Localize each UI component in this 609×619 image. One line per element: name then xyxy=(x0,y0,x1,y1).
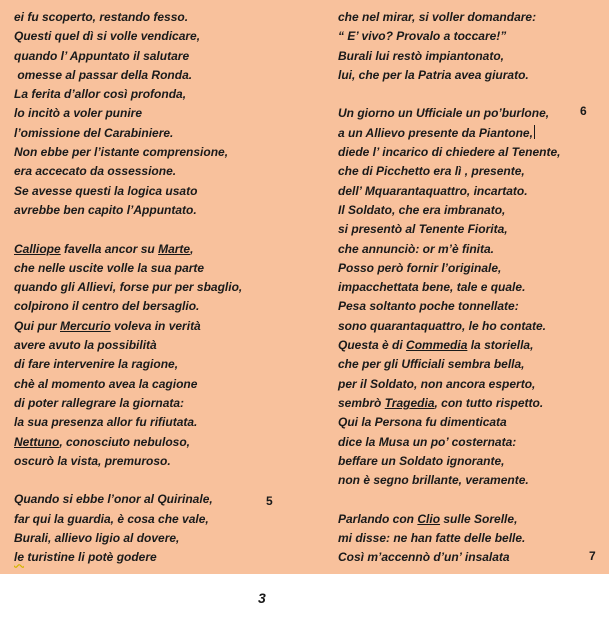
verse-line: La ferita d’allor così profonda, xyxy=(14,87,187,102)
tragedia-word: Tragedia xyxy=(384,395,435,410)
verse-line: Qui la Persona fu dimenticata xyxy=(338,415,507,430)
verse-fragment: Qui pur xyxy=(14,318,60,333)
verse-line: ei fu scoperto, restando fesso. xyxy=(14,10,189,24)
verse-line: oscurò la vista, premuroso. xyxy=(14,453,171,468)
verse-fragment: , con tutto rispetto. xyxy=(434,395,544,410)
verse-line: non è segno brillante, veramente. xyxy=(338,473,529,488)
blank-line xyxy=(338,490,600,509)
stanza-number: 7 xyxy=(589,549,596,563)
verse-line: che per gli Ufficiali sembra bella, xyxy=(338,357,525,372)
verse-line: Un giorno un Ufficiale un po’burlone, xyxy=(338,106,550,121)
verse-line: dell’ Mquarantaquattro, incartato. xyxy=(338,183,528,198)
verse-line: quando l’ Appuntato il salutare xyxy=(14,48,190,63)
verse-line xyxy=(338,394,600,413)
verse-line: beffare un Soldato ignorante, xyxy=(338,453,505,468)
stanza-number: 6 xyxy=(580,104,587,118)
verse-line: colpirono il centro del bersaglio. xyxy=(14,299,200,314)
verse-line: di poter rallegrare la giornata: xyxy=(14,395,185,410)
verse-line: sono quarantaquattro, le ho contate. xyxy=(338,318,547,333)
verse-fragment: voleva in verità xyxy=(110,318,201,333)
verse-line: diede l’ incarico di chiedere al Tenente, xyxy=(338,145,561,160)
verse-line: Questi quel dì si volle vendicare, xyxy=(14,29,201,44)
verse-fragment: la storiella, xyxy=(467,338,534,353)
text-cursor xyxy=(534,125,535,139)
verse-fragment: Parlando con xyxy=(338,511,418,526)
stanza-number: 5 xyxy=(266,494,273,508)
nettuno-word: Nettuno xyxy=(14,434,60,449)
verse-line: l’omissione del Carabiniere. xyxy=(14,125,174,140)
marte-word: Marte xyxy=(158,241,191,256)
verse-line: di fare intervenire la ragione, xyxy=(14,357,179,372)
verse-fragment: favella ancor su xyxy=(60,241,159,256)
verse-line: quando gli Allievi, forse pur per sbaglio, xyxy=(14,280,243,295)
verse-fragment: sulle Sorelle, xyxy=(440,511,518,526)
verse-line: “ E’ vivo? Provalo a toccare!” xyxy=(338,29,507,44)
verse-line: Pesa soltanto poche tonnellate: xyxy=(338,299,519,314)
verse-line xyxy=(14,317,314,336)
verse-line xyxy=(338,336,600,355)
verse-fragment: sembrò xyxy=(338,395,385,410)
spellcheck-word: le xyxy=(14,550,25,565)
verse-line xyxy=(338,510,600,529)
verse-line: Quando si ebbe l’onor al Quirinale, xyxy=(14,492,213,507)
verse-line: che annunciò: or m’è finita. xyxy=(338,241,495,256)
blank-line xyxy=(338,85,600,104)
mercurio-word: Mercurio xyxy=(60,318,111,333)
verse-line: che nel mirar, si voller domandare: xyxy=(338,10,537,24)
verse-line: Così m’accennò d’un’ insalata xyxy=(338,550,510,565)
verse-line: lui, che per la Patria avea giurato. xyxy=(338,67,529,82)
commedia-word: Commedia xyxy=(406,338,468,353)
page-number: 3 xyxy=(258,590,266,606)
calliope-word: Calliope xyxy=(14,241,61,256)
verse-line: per il Soldato, non ancora esperto, xyxy=(338,376,536,391)
verse-line: era accecato da ossessione. xyxy=(14,164,177,179)
verse-line: avrebbe ben capito l’Appuntato. xyxy=(14,202,197,217)
verse-line: si presentò al Tenente Fiorita, xyxy=(338,222,508,237)
verse-line: dice la Musa un po’ costernata: xyxy=(338,434,517,449)
verse-line: Posso però fornir l’originale, xyxy=(338,260,502,275)
verse-line: che nelle uscite volle la sua parte xyxy=(14,260,205,275)
verse-line xyxy=(14,433,314,452)
verse-line: che di Picchetto era lì , presente, xyxy=(338,164,525,179)
verse-line: Burali, allievo ligio al dovere, xyxy=(14,531,180,546)
verse-line: Il Soldato, che era imbranato, xyxy=(338,202,506,217)
left-column xyxy=(14,8,314,568)
verse-fragment: turistine li potè godere xyxy=(24,550,157,565)
verse-line xyxy=(14,548,314,567)
verse-line: mi disse: ne han fatte delle belle. xyxy=(338,531,526,546)
clio-word: Clio xyxy=(417,511,441,526)
blank-line xyxy=(14,220,314,239)
blank-line xyxy=(14,471,314,490)
verse-line: lo incitò a voler punire xyxy=(14,106,143,121)
verse-line: chè al momento avea la cagione xyxy=(14,376,198,391)
verse-line: Burali lui restò impiantonato, xyxy=(338,48,505,63)
verse-line: far qui la guardia, è cosa che vale, xyxy=(14,511,209,526)
verse-fragment: Questa è di xyxy=(338,338,407,353)
verse-line xyxy=(14,240,314,259)
verse-line: Se avesse questi la logica usato xyxy=(14,183,198,198)
verse-line: avere avuto la possibilità xyxy=(14,338,157,353)
verse-fragment: a un Allievo presente da Piantone, xyxy=(338,125,533,140)
verse-line xyxy=(338,124,600,143)
verse-line: la sua presenza allor fu rifiutata. xyxy=(14,415,198,430)
verse-fragment: , xyxy=(190,241,194,256)
verse-line: omesse al passar della Ronda. xyxy=(14,67,193,82)
verse-fragment: , conosciuto nebuloso, xyxy=(59,434,190,449)
right-column xyxy=(338,8,600,568)
verse-line: impacchettata bene, tale e quale. xyxy=(338,280,526,295)
verse-line: Non ebbe per l’istante comprensione, xyxy=(14,145,229,160)
